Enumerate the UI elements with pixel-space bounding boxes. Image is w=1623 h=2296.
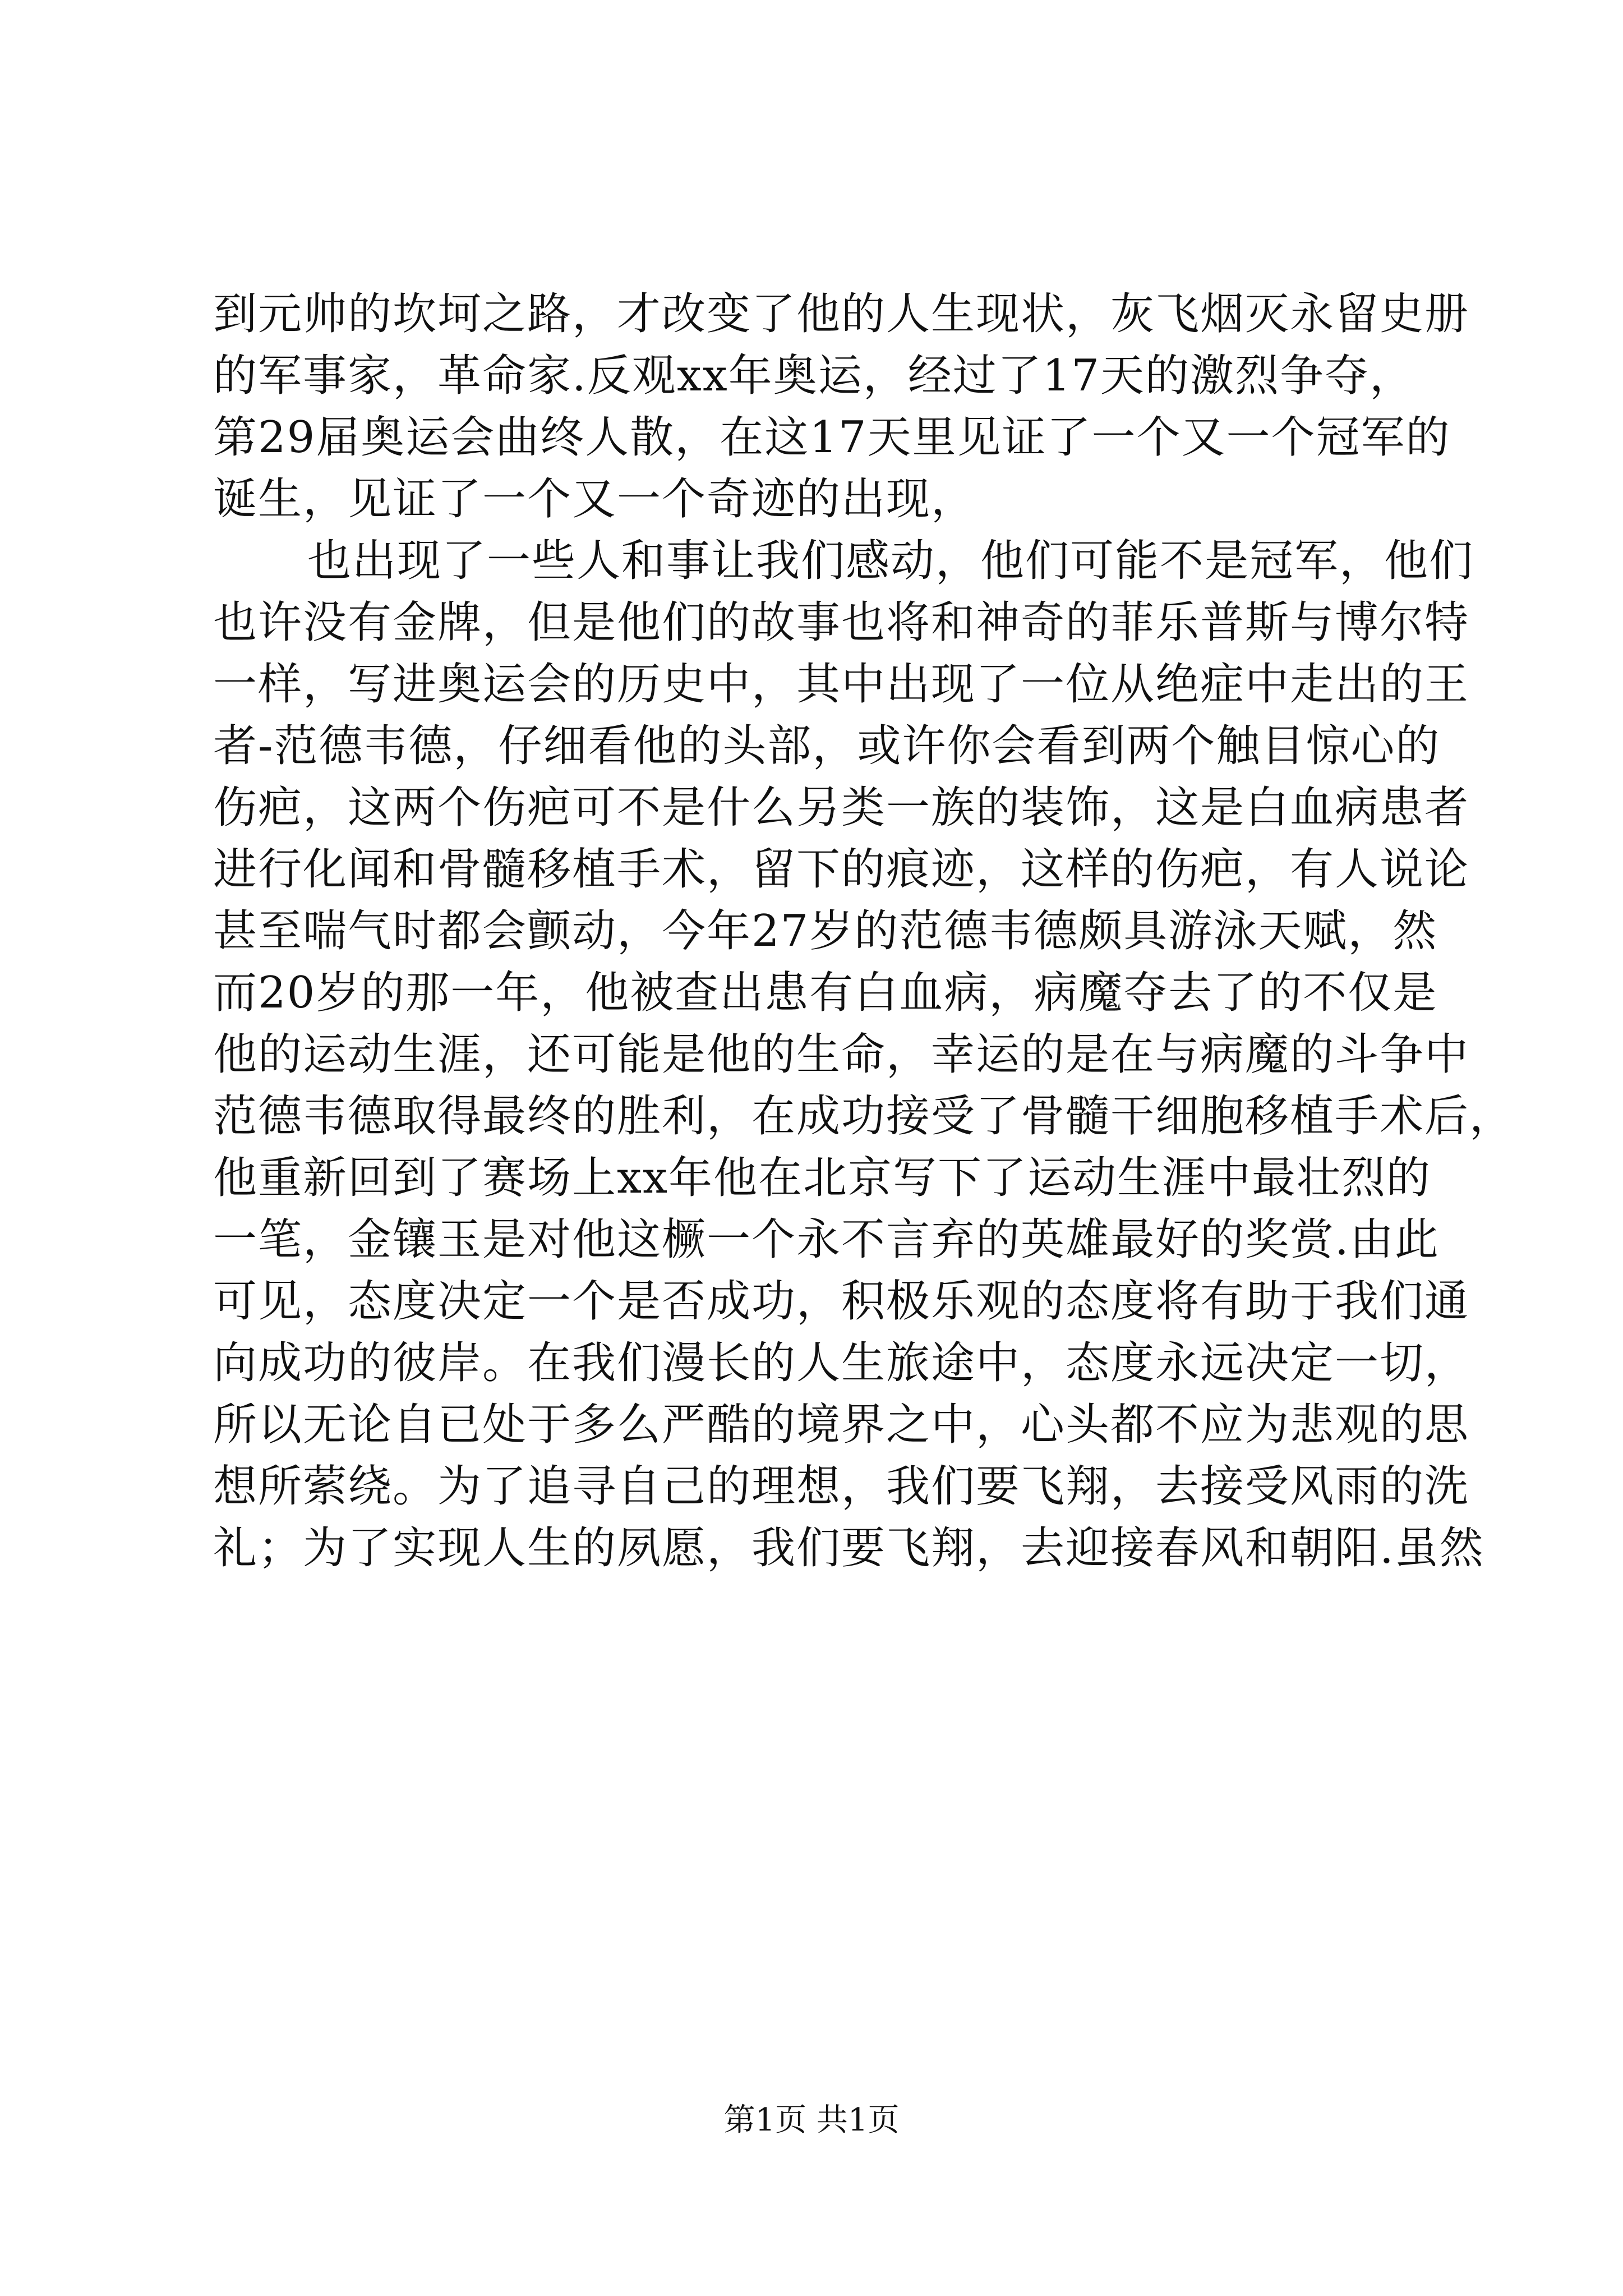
text-line: 诞生，见证了一个又一个奇迹的出现，	[213, 474, 976, 524]
text-line: 想所萦绕。为了追寻自己的理想，我们要飞翔，去接受风雨的洗	[213, 1461, 1470, 1512]
text-line: 一笔，金镶玉是对他这橛一个永不言弃的英雄最好的奖赏.由此	[213, 1214, 1440, 1265]
text-line: 所以无论自已处于多么严酷的境界之中，心头都不应为悲观的思	[213, 1400, 1470, 1450]
text-line: 他的运动生涯，还可能是他的生命，幸运的是在与病魔的斗争中	[213, 1029, 1470, 1080]
document-body	[213, 283, 1515, 1579]
text-line: 他重新回到了赛场上xx年他在北京写下了运动生涯中最壮烈的	[213, 1153, 1431, 1203]
text-line: 的军事家，革命家.反观xx年奥运，经过了17天的激烈争夺，	[213, 351, 1415, 401]
page-number-label: 第1页 共1页	[723, 2102, 900, 2138]
text-line: 可见，态度决定一个是否成功，积极乐观的态度将有助于我们通	[213, 1276, 1470, 1327]
paragraph-2	[213, 530, 1515, 1579]
text-line: 也出现了一些人和事让我们感动，他们可能不是冠军，他们	[307, 536, 1474, 586]
text-line: 伤疤，这两个伤疤可不是什么另类一族的装饰，这是白血病患者	[213, 783, 1470, 833]
text-line: 也许没有金牌，但是他们的故事也将和神奇的菲乐普斯与博尔特	[213, 597, 1470, 648]
text-line: 甚至喘气时都会颤动，今年27岁的范德韦德颇具游泳天赋，然	[213, 906, 1438, 956]
page-footer	[0, 2101, 1623, 2140]
text-line: 进行化闻和骨髓移植手术，留下的痕迹，这样的伤疤，有人说论	[213, 844, 1470, 895]
text-line: 礼；为了实现人生的夙愿，我们要飞翔，去迎接春风和朝阳.虽然	[213, 1523, 1484, 1573]
text-line: 到元帅的坎坷之路，才改变了他的人生现状，灰飞烟灭永留史册	[213, 289, 1470, 339]
text-line: 者-范德韦德，仔细看他的头部，或许你会看到两个触目惊心的	[213, 721, 1441, 771]
text-line: 范德韦德取得最终的胜利，在成功接受了骨髓干细胞移植手术后，	[213, 1091, 1515, 1142]
text-line: 一样，写进奥运会的历史中，其中出现了一位从绝症中走出的王	[213, 659, 1470, 710]
paragraph-1	[213, 283, 1470, 530]
text-line: 第29届奥运会曲终人散，在这17天里见证了一个又一个冠军的	[213, 412, 1451, 463]
text-line: 向成功的彼岸。在我们漫长的人生旅途中，态度永远决定一切，	[213, 1338, 1470, 1388]
text-line: 而20岁的那一年，他被查出患有白血病，病魔夺去了的不仅是	[213, 968, 1438, 1018]
